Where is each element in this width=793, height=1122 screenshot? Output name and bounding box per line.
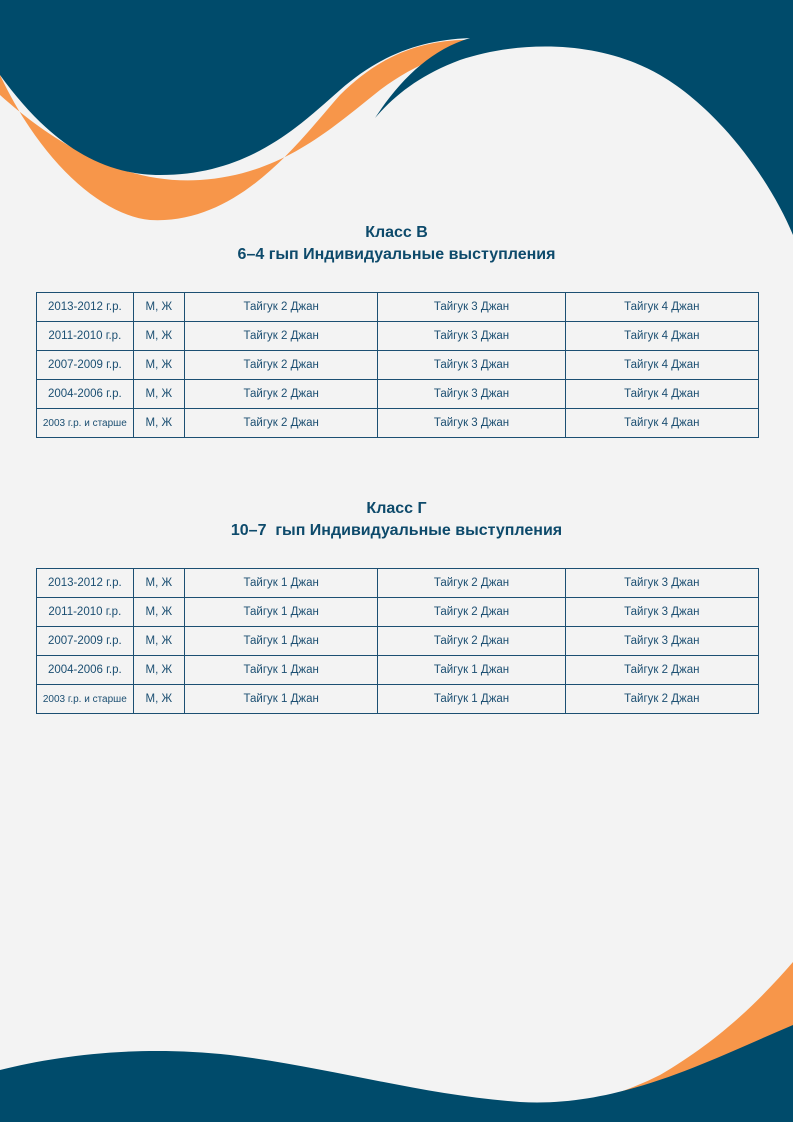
table-row: [37, 293, 759, 322]
form-cell: Тайгук 1 Джан: [185, 569, 378, 598]
form-cell: Тайгук 3 Джан: [378, 322, 565, 351]
year-cell: 2003 г.р. и старше: [37, 685, 134, 714]
year-cell: 2003 г.р. и старше: [37, 409, 134, 438]
form-cell: Тайгук 2 Джан: [185, 380, 378, 409]
sex-cell: М, Ж: [133, 293, 184, 322]
table-row: [37, 380, 759, 409]
table-row: [37, 351, 759, 380]
year-cell: 2004-2006 г.р.: [37, 380, 134, 409]
form-cell: Тайгук 2 Джан: [378, 627, 565, 656]
sex-cell: М, Ж: [133, 627, 184, 656]
form-cell: Тайгук 3 Джан: [378, 380, 565, 409]
form-cell: Тайгук 1 Джан: [185, 598, 378, 627]
form-cell: Тайгук 4 Джан: [565, 380, 758, 409]
table-class-g: [36, 568, 759, 714]
table-row: [37, 569, 759, 598]
form-cell: Тайгук 2 Джан: [185, 351, 378, 380]
table-class-v: [36, 292, 759, 438]
form-cell: Тайгук 2 Джан: [185, 293, 378, 322]
year-cell: 2013-2012 г.р.: [37, 569, 134, 598]
form-cell: Тайгук 3 Джан: [565, 598, 758, 627]
sex-cell: М, Ж: [133, 569, 184, 598]
table-row: [37, 656, 759, 685]
form-cell: Тайгук 4 Джан: [565, 409, 758, 438]
form-cell: Тайгук 4 Джан: [565, 351, 758, 380]
form-cell: Тайгук 3 Джан: [378, 351, 565, 380]
form-cell: Тайгук 2 Джан: [565, 656, 758, 685]
form-cell: Тайгук 2 Джан: [378, 569, 565, 598]
section-title-class-g: [0, 498, 793, 542]
sex-cell: М, Ж: [133, 322, 184, 351]
year-cell: 2013-2012 г.р.: [37, 293, 134, 322]
form-cell: Тайгук 1 Джан: [185, 656, 378, 685]
form-cell: Тайгук 1 Джан: [378, 656, 565, 685]
section-subtitle: 10–7 гып Индивидуальные выступления: [230, 522, 563, 539]
section-class-label: Класс В: [365, 224, 428, 241]
sex-cell: М, Ж: [133, 685, 184, 714]
form-cell: Тайгук 3 Джан: [378, 293, 565, 322]
form-cell: Тайгук 4 Джан: [565, 322, 758, 351]
sex-cell: М, Ж: [133, 598, 184, 627]
form-cell: Тайгук 3 Джан: [565, 569, 758, 598]
table-row: [37, 598, 759, 627]
year-cell: 2004-2006 г.р.: [37, 656, 134, 685]
sex-cell: М, Ж: [133, 351, 184, 380]
form-cell: Тайгук 1 Джан: [378, 685, 565, 714]
section-subtitle: 6–4 гып Индивидуальные выступления: [237, 246, 556, 263]
form-cell: Тайгук 2 Джан: [185, 409, 378, 438]
section-title-class-v: [0, 222, 793, 266]
form-cell: Тайгук 3 Джан: [565, 627, 758, 656]
form-cell: Тайгук 3 Джан: [378, 409, 565, 438]
sex-cell: М, Ж: [133, 380, 184, 409]
section-class-label: Класс Г: [366, 500, 427, 517]
year-cell: 2007-2009 г.р.: [37, 627, 134, 656]
table-row: [37, 627, 759, 656]
table-row: [37, 685, 759, 714]
year-cell: 2007-2009 г.р.: [37, 351, 134, 380]
year-cell: 2011-2010 г.р.: [37, 598, 134, 627]
form-cell: Тайгук 1 Джан: [185, 627, 378, 656]
sex-cell: М, Ж: [133, 409, 184, 438]
year-cell: 2011-2010 г.р.: [37, 322, 134, 351]
form-cell: Тайгук 2 Джан: [185, 322, 378, 351]
table-row: [37, 322, 759, 351]
table-row: [37, 409, 759, 438]
form-cell: Тайгук 4 Джан: [565, 293, 758, 322]
form-cell: Тайгук 2 Джан: [565, 685, 758, 714]
form-cell: Тайгук 2 Джан: [378, 598, 565, 627]
sex-cell: М, Ж: [133, 656, 184, 685]
form-cell: Тайгук 1 Джан: [185, 685, 378, 714]
